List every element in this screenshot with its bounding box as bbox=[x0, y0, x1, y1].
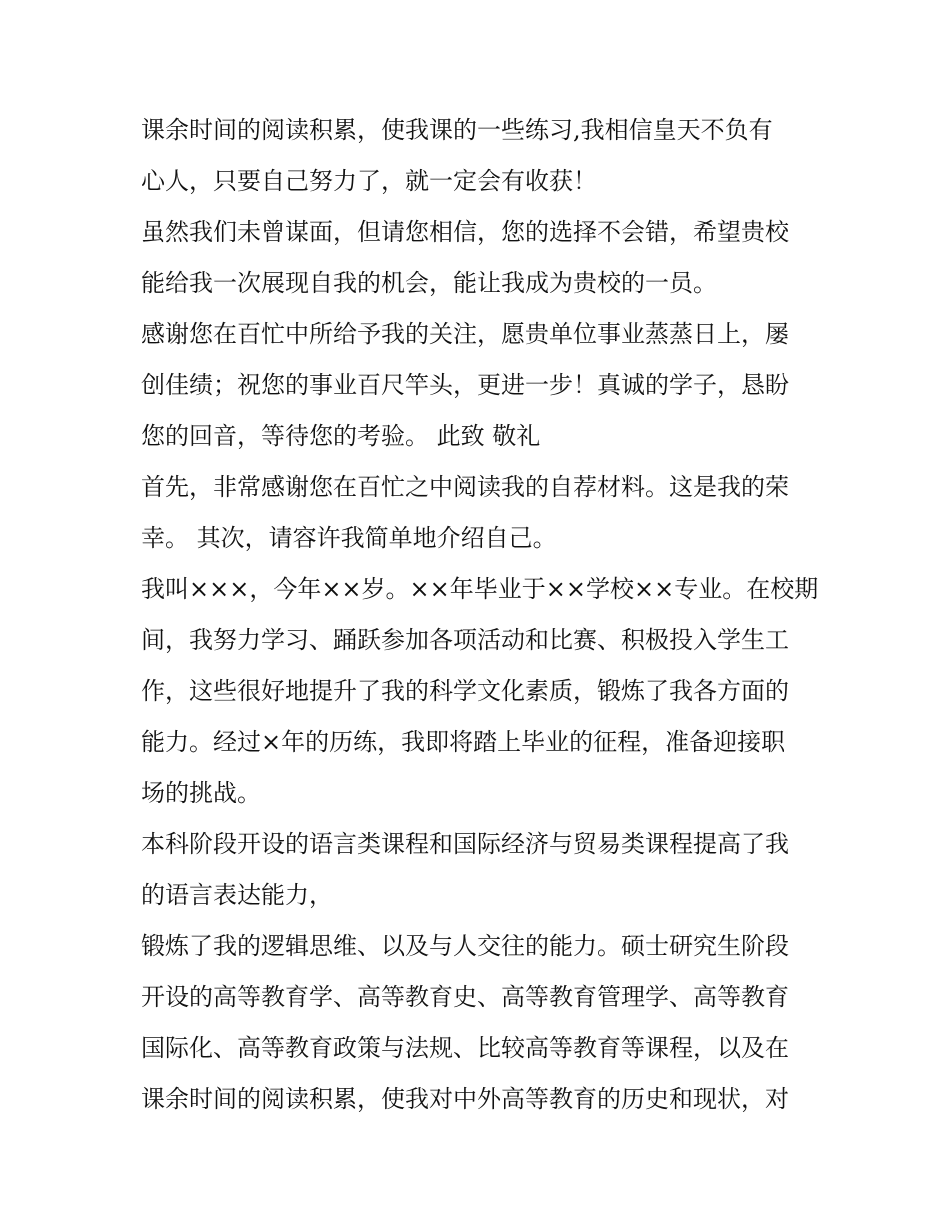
text-line: 场的挑战。 bbox=[141, 779, 261, 807]
text-line: 心人，只要自己努力了，就一定会有收获！ bbox=[141, 167, 597, 195]
text-line: 能力。经过×年的历练，我即将踏上毕业的征程，准备迎接职 bbox=[141, 728, 786, 756]
text-line: 课余时间的阅读积累，使我课的一些练习,我相信皇天不负有 bbox=[141, 116, 773, 144]
text-line: 开设的高等教育学、高等教育史、高等教育管理学、高等教育 bbox=[141, 983, 789, 1011]
text-line: 的语言表达能力， bbox=[141, 881, 333, 909]
text-line: 能给我一次展现自我的机会，能让我成为贵校的一员。 bbox=[141, 269, 717, 297]
text-line: 幸。 其次，请容许我简单地介绍自己。 bbox=[141, 524, 557, 552]
text-line: 间，我努力学习、踊跃参加各项活动和比赛、积极投入学生工 bbox=[141, 626, 789, 654]
text-line: 本科阶段开设的语言类课程和国际经济与贸易类课程提高了我 bbox=[141, 830, 789, 858]
text-line: 感谢您在百忙中所给予我的关注，愿贵单位事业蒸蒸日上，屡 bbox=[141, 320, 789, 348]
text-line: 您的回音，等待您的考验。 此致 敬礼 bbox=[141, 422, 541, 450]
text-line: 锻炼了我的逻辑思维、以及与人交往的能力。硕士研究生阶段 bbox=[141, 932, 789, 960]
body-text bbox=[141, 105, 821, 1125]
text-line: 虽然我们未曾谋面，但请您相信，您的选择不会错，希望贵校 bbox=[141, 218, 789, 246]
text-line: 作，这些很好地提升了我的科学文化素质，锻炼了我各方面的 bbox=[141, 677, 789, 705]
text-line: 课余时间的阅读积累，使我对中外高等教育的历史和现状，对 bbox=[141, 1085, 789, 1113]
text-line: 我叫×××，今年××岁。××年毕业于××学校××专业。在校期 bbox=[141, 575, 819, 603]
text-line: 创佳绩；祝您的事业百尺竿头，更进一步！真诚的学子，恳盼 bbox=[141, 371, 789, 399]
text-line: 国际化、高等教育政策与法规、比较高等教育等课程，以及在 bbox=[141, 1034, 789, 1062]
text-line: 首先，非常感谢您在百忙之中阅读我的自荐材料。这是我的荣 bbox=[141, 473, 789, 501]
